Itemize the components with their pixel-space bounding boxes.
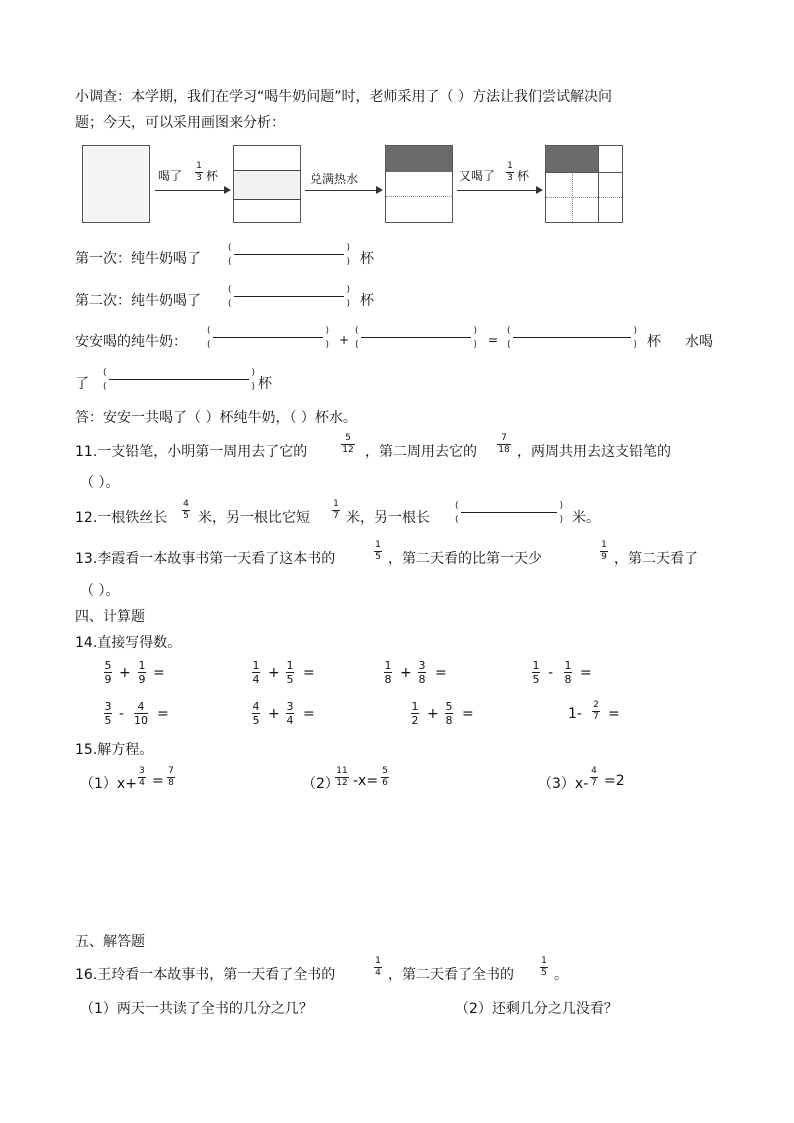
cup-refilled <box>385 145 453 223</box>
q16-text-c: 。 <box>554 967 568 983</box>
q12-blank-fraction[interactable]: ( ) ( ) <box>455 501 563 525</box>
q12-fraction-1: 4 5 <box>183 499 189 521</box>
q13-blank[interactable]: （ ）。 <box>80 583 120 599</box>
total-plus: + <box>339 333 350 347</box>
q11-fraction-2: 7 18 <box>498 433 510 455</box>
fraction: 1 4 <box>252 659 260 686</box>
fraction: 1 8 <box>564 659 572 686</box>
water-cup: 杯 <box>258 376 272 392</box>
arrow-3-head <box>536 186 543 194</box>
q11-text-b: ，第二周用去它的 <box>365 444 477 460</box>
operator: + <box>427 706 439 722</box>
second-label: 第二次：纯牛奶喝了 <box>75 293 201 309</box>
q13-fraction-1: 1 5 <box>375 540 381 562</box>
fraction: 4 7 <box>591 766 597 788</box>
q14-title: 14.直接写得数。 <box>75 635 182 651</box>
q13-text-a: 13.李霞看一本故事书第一天看了这本书的 <box>75 551 336 567</box>
step3-label: 又喝了 <box>459 169 496 183</box>
q16-fraction-2: 1 5 <box>541 956 547 978</box>
water-le: 了 <box>75 376 89 392</box>
answer-line: 答：安安一共喝了（ ）杯纯牛奶，（ ）杯水。 <box>75 410 357 426</box>
fraction: 4 10 <box>134 700 148 727</box>
step2-label: 兑满热水 <box>310 172 359 186</box>
fraction: 1 5 <box>532 659 540 686</box>
q16-text-b: ，第二天看了全书的 <box>388 967 514 983</box>
water-blank-fraction[interactable]: ( ) ( ) <box>103 368 255 392</box>
eq-equals-two: =2 <box>604 773 625 789</box>
step1-fraction: 1 3 <box>196 161 202 183</box>
operator: + <box>400 665 412 681</box>
second-blank-fraction[interactable]: ( ) ( ) <box>228 285 350 309</box>
equals: = <box>435 665 447 681</box>
q11-fraction-1: 5 12 <box>342 433 354 455</box>
equals: = <box>303 665 315 681</box>
q16-fraction-1: 1 4 <box>375 956 381 978</box>
total-blank-3[interactable]: ( ) ( ) <box>507 326 637 350</box>
arrow-1-head <box>224 186 231 194</box>
eq-prefix: （2） <box>302 776 339 792</box>
q12-text-c: 米，另一根长 <box>346 510 430 526</box>
equals: = <box>580 665 592 681</box>
q12-text-d: 米。 <box>572 510 600 526</box>
arrow-2-head <box>376 186 383 194</box>
section-5-heading: 五、解答题 <box>75 934 145 950</box>
first-blank-fraction[interactable]: ( ) ( ) <box>228 243 350 267</box>
eq-prefix: （3）x- <box>538 776 589 792</box>
step1-label: 喝了 <box>158 169 183 183</box>
fraction: 5 6 <box>382 766 388 788</box>
q11-text-a: 11.一支铅笔，小明第一周用去了它的 <box>75 444 308 460</box>
q12-text-b: 米，另一根比它短 <box>198 510 310 526</box>
total-cup: 杯 <box>647 334 661 350</box>
fraction: 3 8 <box>418 659 426 686</box>
total-equals: = <box>488 333 499 347</box>
operator: - <box>548 665 554 681</box>
step1-unit: 杯 <box>206 169 219 183</box>
eq-minus-x: -x= <box>353 773 379 789</box>
total-label: 安安喝的纯牛奶： <box>75 334 187 350</box>
arrow-3 <box>457 190 537 191</box>
survey-line-1: 小调查：本学期，我们在学习“喝牛奶问题”时，老师采用了（ ）方法让我们尝试解决问 <box>75 89 612 105</box>
section-4-heading: 四、计算题 <box>75 609 145 625</box>
fraction: 1 9 <box>138 659 146 686</box>
q11-text-c: ，两周共用去这支铅笔的 <box>517 444 671 460</box>
operator: + <box>119 665 131 681</box>
first-cup: 杯 <box>360 251 374 267</box>
fraction: 1 5 <box>286 659 294 686</box>
eq-prefix: （1）x+ <box>80 776 137 792</box>
q15-title: 15.解方程。 <box>75 742 154 758</box>
water-tail: 水喝 <box>685 334 713 350</box>
q16-sub-1: （1）两天一共读了全书的几分之几？ <box>80 1001 313 1017</box>
operator: - <box>119 706 125 722</box>
first-label: 第一次：纯牛奶喝了 <box>75 251 201 267</box>
cup-full <box>82 145 150 223</box>
fraction: 11 12 <box>336 766 348 788</box>
q13-text-b: ，第二天看的比第一天少 <box>388 551 542 567</box>
fraction: 1 2 <box>411 700 419 727</box>
fraction: 5 9 <box>104 659 112 686</box>
fraction: 4 5 <box>252 700 260 727</box>
cup-final <box>545 145 623 223</box>
total-blank-1[interactable]: ( ) ( ) <box>207 326 329 350</box>
survey-line-2: 题；今天，可以采用画图来分析： <box>75 115 285 131</box>
fraction: 3 5 <box>104 700 112 727</box>
equals: = <box>153 665 165 681</box>
cup-after-drink <box>233 145 301 223</box>
fraction: 1 8 <box>384 659 392 686</box>
q11-blank[interactable]: （ ）。 <box>80 475 120 491</box>
one-minus: 1- <box>568 706 582 722</box>
total-blank-2[interactable]: ( ) ( ) <box>355 326 477 350</box>
q12-text-a: 12.一根铁丝长 <box>75 510 168 526</box>
step3-unit: 杯 <box>517 169 530 183</box>
eq-equals: = <box>152 773 164 789</box>
fraction: 5 8 <box>445 700 453 727</box>
equals: = <box>303 706 315 722</box>
step3-fraction: 1 3 <box>507 161 513 183</box>
equals: = <box>462 706 474 722</box>
second-cup: 杯 <box>360 293 374 309</box>
equals: = <box>608 706 620 722</box>
arrow-1 <box>155 190 225 191</box>
arrow-2 <box>305 190 377 191</box>
fraction: 3 4 <box>286 700 294 727</box>
q13-text-c: ，第二天看了 <box>614 551 698 567</box>
q16-sub-2: （2）还剩几分之几没看？ <box>455 1001 618 1017</box>
fraction: 7 8 <box>168 766 174 788</box>
q12-fraction-2: 1 7 <box>333 499 339 521</box>
q16-text-a: 16.王玲看一本故事书，第一天看了全书的 <box>75 967 336 983</box>
operator: + <box>268 665 280 681</box>
equals: = <box>157 706 169 722</box>
operator: + <box>268 706 280 722</box>
q13-fraction-2: 1 9 <box>601 540 607 562</box>
fraction: 3 4 <box>139 766 145 788</box>
fraction: 2 7 <box>593 700 599 722</box>
